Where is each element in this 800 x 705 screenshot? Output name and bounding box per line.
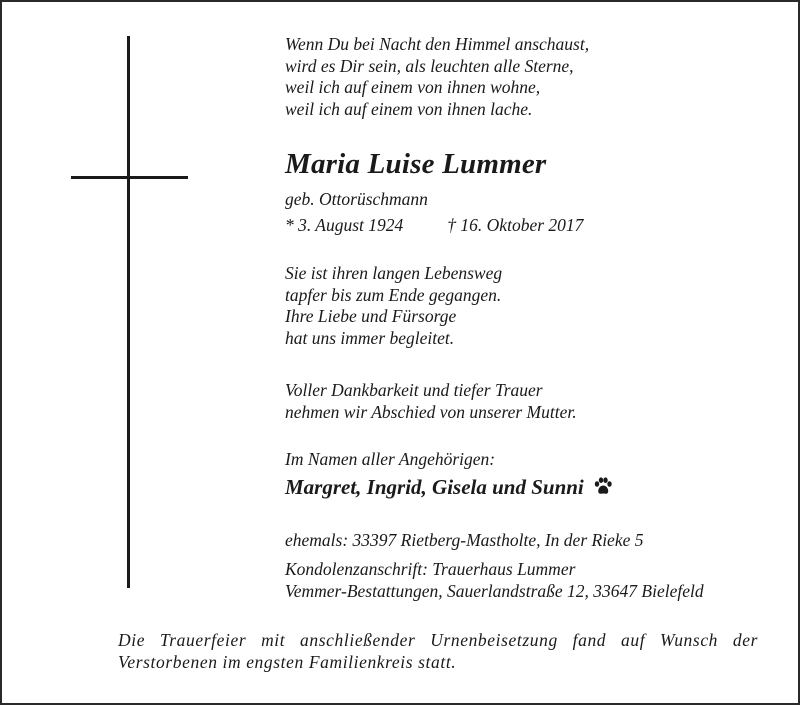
cross-vertical-bar (127, 36, 130, 588)
funeral-note (118, 630, 758, 673)
funeral-note-line: Die Trauerfeier mit anschließender Urnenbeisetzung fand auf Wunsch der (118, 630, 758, 650)
poem-line: wird es Dir sein, als leuchten alle Sterne, (285, 55, 574, 76)
condolence-line: Vemmer-Bestattungen, Sauerlandstraße 12, 33647 Bielefeld (285, 580, 704, 601)
deceased-name: Maria Luise Lummer (285, 148, 547, 180)
death-date: † 16. Oktober 2017 (447, 215, 584, 235)
cross-horizontal-bar (71, 176, 188, 179)
condolence-line: Kondolenzanschrift: Trauerhaus Lummer (285, 559, 576, 579)
tribute-line: hat uns immer begleitet. (285, 327, 455, 348)
funeral-note-line: Verstorbenen im engsten Familienkreis statt. (118, 651, 457, 672)
poem-line: Wenn Du bei Nacht den Himmel anschaust, (285, 34, 590, 54)
tribute-line: Sie ist ihren langen Lebensweg (285, 263, 503, 283)
former-address: ehemals: 33397 Rietberg-Mastholte, In der Rieke 5 (285, 530, 644, 550)
birth-date: * 3. August 1924 (285, 215, 404, 235)
poem (285, 34, 589, 120)
poem-line: weil ich auf einem von ihnen wohne, (285, 77, 541, 97)
tribute-text (285, 263, 502, 349)
farewell-line: nehmen wir Abschied von unserer Mutter. (285, 401, 577, 422)
poem-line: weil ich auf einem von ihnen lache. (285, 98, 533, 119)
tribute-line: tapfer bis zum Ende gegangen. (285, 284, 502, 305)
family-signature (285, 475, 613, 502)
birth-name: geb. Ottorüschmann (285, 189, 428, 209)
condolence-address (285, 559, 704, 602)
tribute-line: Ihre Liebe und Fürsorge (285, 306, 457, 326)
signoff: Im Namen aller Angehörigen: (285, 449, 496, 469)
farewell-line: Voller Dankbarkeit und tiefer Trauer (285, 380, 543, 400)
family-names: Margret, Ingrid, Gisela und Sunni (285, 475, 584, 499)
farewell-text (285, 380, 577, 423)
paw-icon (593, 476, 613, 502)
life-dates (285, 215, 583, 236)
